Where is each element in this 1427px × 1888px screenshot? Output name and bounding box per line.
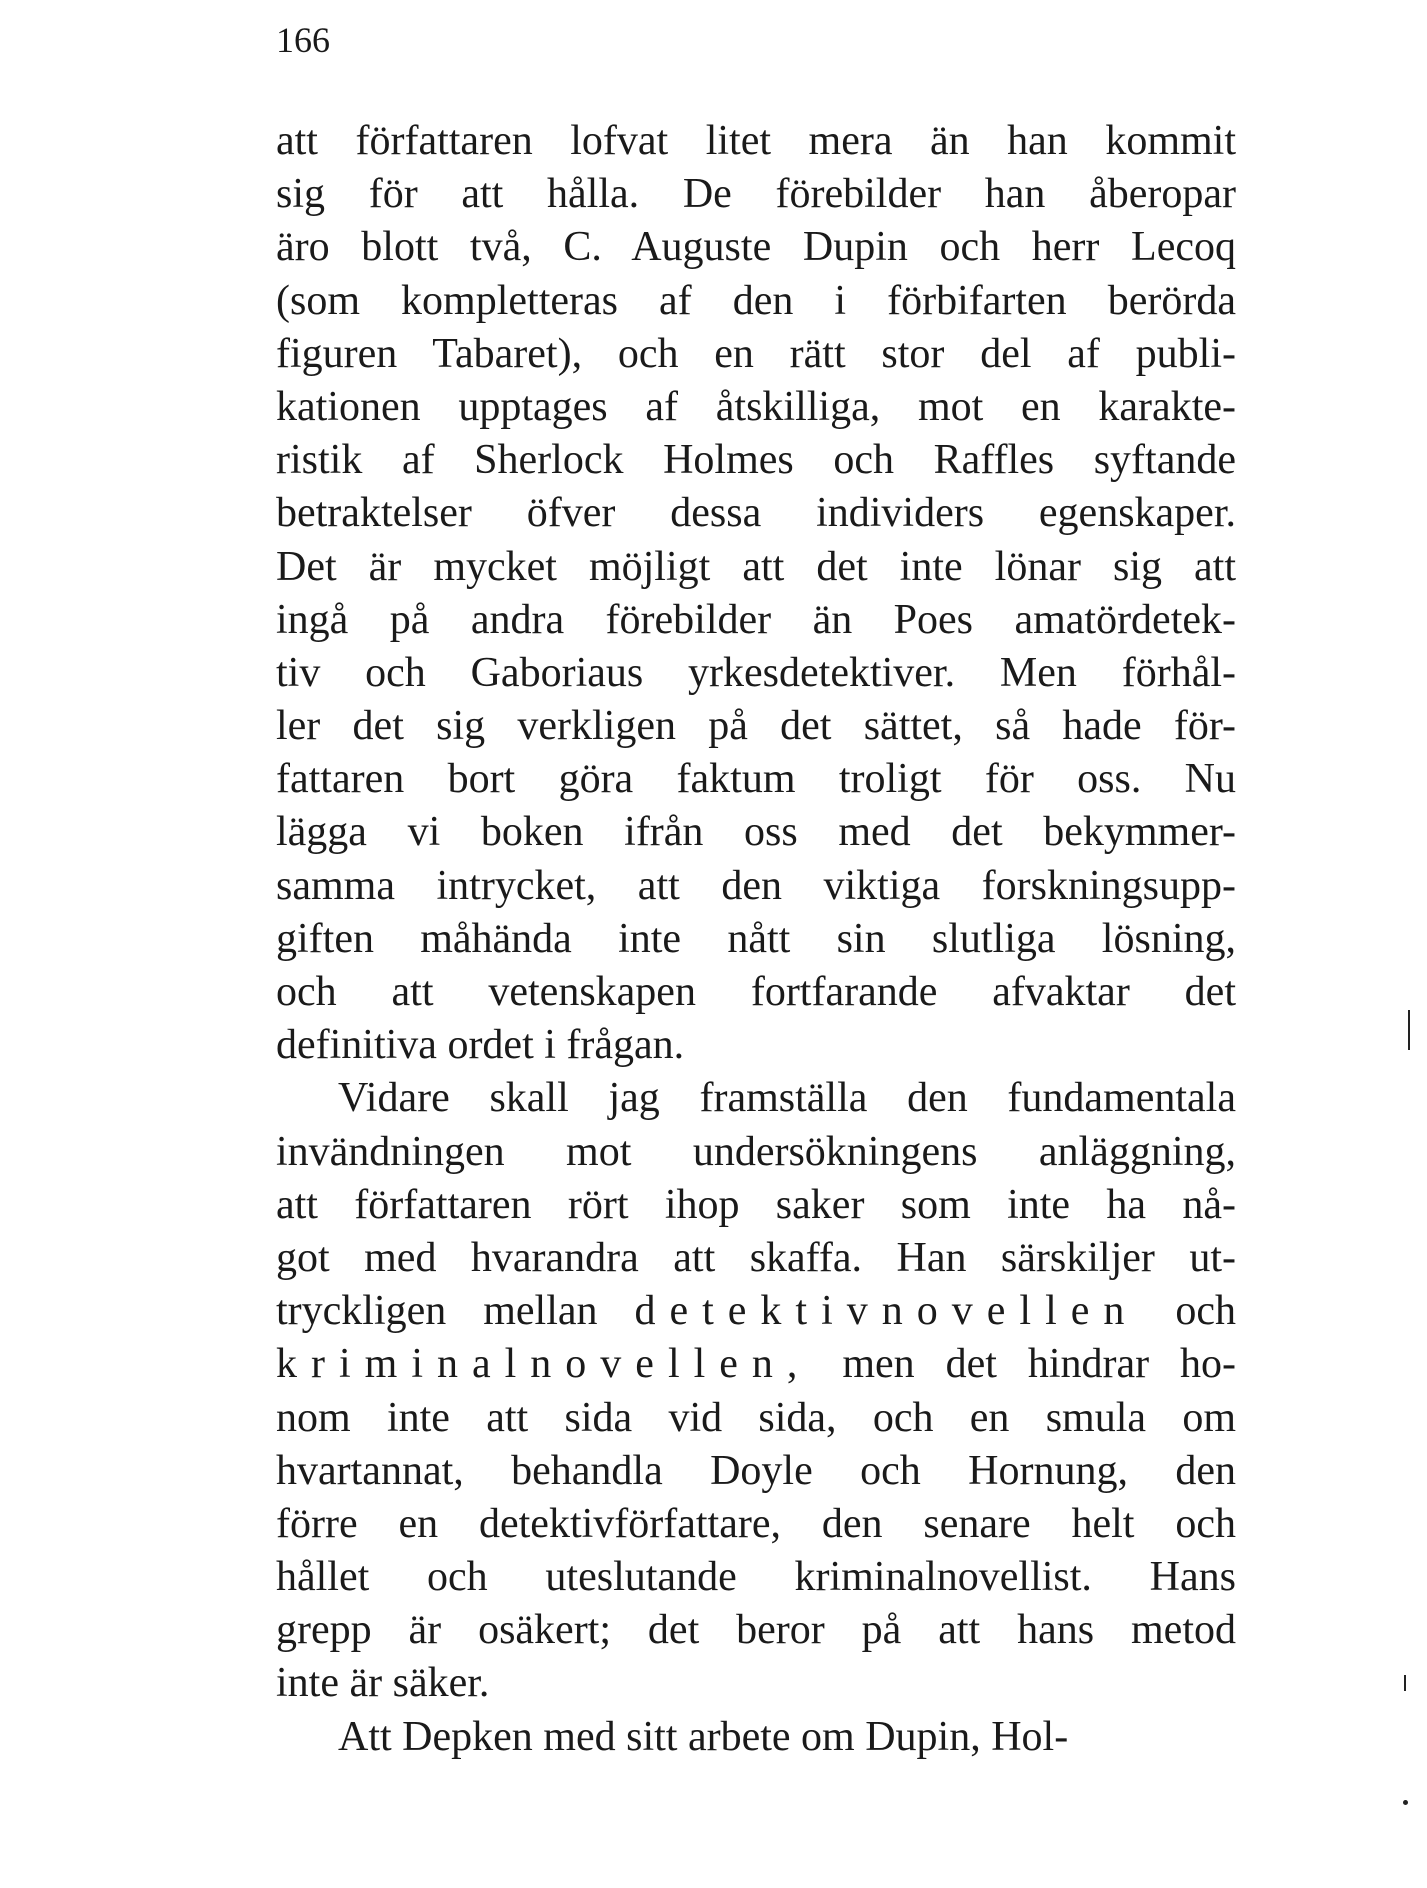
- text-line: figuren Tabaret), och en rätt stor del af publi-: [276, 330, 1236, 377]
- text-fragment: tryckligen mellan: [276, 1288, 598, 1335]
- text-line: äro blott två, C. Auguste Dupin och herr Lecoq: [276, 224, 1236, 271]
- text-fragment: och: [1175, 1288, 1236, 1335]
- text-line: giften måhända inte nått sin slutliga lösning,: [276, 915, 1236, 962]
- text-line: [276, 1285, 1236, 1338]
- text-line: Det är mycket möjligt att det inte lönar sig att: [276, 543, 1236, 590]
- text-line: hållet och uteslutande kriminalnovellist. Hans: [276, 1554, 1236, 1601]
- text-line: got med hvarandra att skaffa. Han särskiljer ut-: [276, 1234, 1236, 1281]
- page-number: 166: [276, 20, 330, 60]
- spaced-term: kriminalnovellen,: [276, 1341, 812, 1388]
- scan-mark: [1403, 1800, 1408, 1805]
- spaced-term: detektivnovellen: [634, 1288, 1139, 1335]
- text-line: (som kompletteras af den i förbifarten berörda: [276, 277, 1236, 324]
- text-line: samma intrycket, att den viktiga forskningsupp-: [276, 862, 1236, 909]
- text-line: inte är säker.: [276, 1660, 490, 1707]
- text-line: lägga vi boken ifrån oss med det bekymmer-: [276, 809, 1236, 856]
- text-line: kationen upptages af åtskilliga, mot en karakte-: [276, 383, 1236, 430]
- text-line: betraktelser öfver dessa individers egenskaper.: [276, 490, 1236, 537]
- text-line: att författaren lofvat litet mera än han kommit: [276, 118, 1236, 164]
- text-line: ler det sig verkligen på det sättet, så hade för-: [276, 703, 1236, 750]
- paragraph-start-line: Att Depken med sitt arbete om Dupin, Hol-: [338, 1713, 1069, 1760]
- scan-mark: [1408, 1010, 1410, 1050]
- text-fragment: men det hindrar ho-: [842, 1341, 1237, 1388]
- text-line: tiv och Gaboriaus yrkesdetektiver. Men förhål-: [276, 649, 1236, 696]
- text-line: nom inte att sida vid sida, och en smula om: [276, 1394, 1236, 1441]
- text-line: definitiva ordet i frågan.: [276, 1022, 685, 1069]
- text-line: sig för att hålla. De förebilder han åberopar: [276, 171, 1236, 218]
- paragraph-start-line: Vidare skall jag framställa den fundamentala: [338, 1075, 1236, 1122]
- text-line: ristik af Sherlock Holmes och Raffles syftande: [276, 437, 1236, 484]
- text-line: invändningen mot undersökningens anläggning,: [276, 1128, 1236, 1175]
- text-line: förre en detektivförfattare, den senare helt och: [276, 1500, 1236, 1547]
- body-text: [276, 115, 1236, 1764]
- text-line: och att vetenskapen fortfarande afvaktar det: [276, 969, 1236, 1015]
- text-line: att författaren rört ihop saker som inte ha nå-: [276, 1181, 1236, 1228]
- text-line: ingå på andra förebilder än Poes amatördetek-: [276, 596, 1236, 643]
- text-line: fattaren bort göra faktum troligt för oss. Nu: [276, 756, 1236, 803]
- scan-mark: [1404, 1675, 1406, 1691]
- text-line: grepp är osäkert; det beror på att hans metod: [276, 1607, 1236, 1654]
- text-line: [276, 1338, 1236, 1391]
- text-line: hvartannat, behandla Doyle och Hornung, den: [276, 1447, 1236, 1494]
